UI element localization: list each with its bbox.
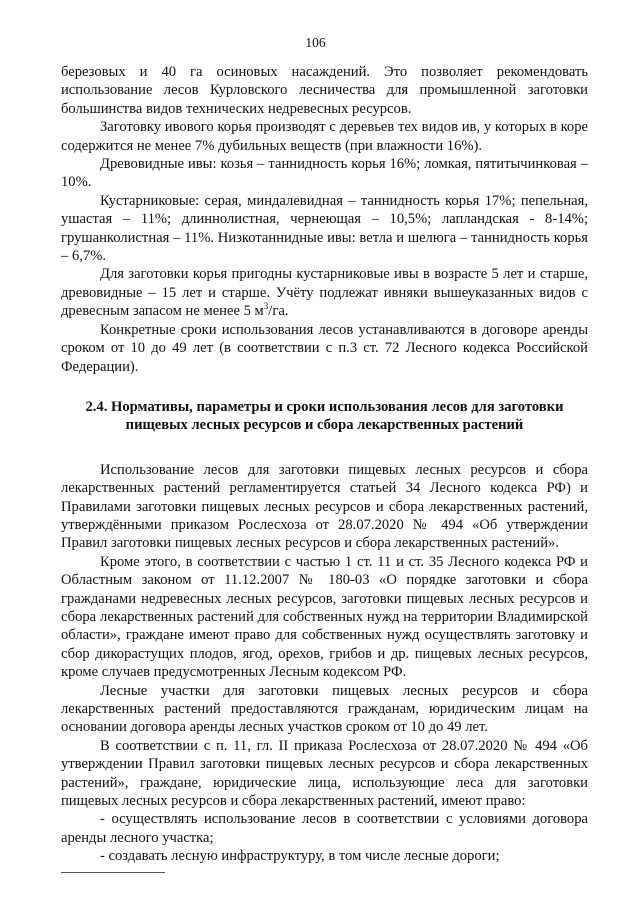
section-heading-line-1: 2.4. Нормативы, параметры и сроки использования лесов для заготовки xyxy=(85,398,564,415)
bark-text: Для заготовки корья пригодны кустарниковые ивы в возрасте 5 лет и старше, древовидные – 15 лет и старше. Учёту подлежат ивняки вышеуказанных видов с древесным запасом не менее 5 м xyxy=(61,266,588,320)
list-item-forest-use: - осуществлять использование лесов в соответствии с условиями договора аренды лесного участка; xyxy=(61,811,588,846)
paragraph-citizens-rights: Кроме этого, в соответствии с частью 1 ст. 11 и ст. 35 Лесного кодекса РФ и Областным законом от 11.12.2007 № 180-03 «О порядке заготовки и сбора гражданами недревесных лесных ресурсов, заготовки пищевых лесных ресурсов и сбора лекарственных растений для собственных нужд на территории Владимирской области», граждане имеют право для собственных нужд осуществлять заготовку и сбор дикорастущих плодов, ягод, орехов, грибов и др. пищевых лесных ресурсов, кроме случаев предусмотренных Лесным кодексом РФ. xyxy=(61,553,588,681)
paragraph-willow-bark: Заготовку ивового корья производят с деревьев тех видов ив, у которых в коре содержится не менее 7% дубильных веществ (при влажности 16%). xyxy=(61,119,588,154)
paragraph-land-plots: Лесные участки для заготовки пищевых лесных ресурсов и сбора лекарственных растений предоставляются гражданам, юридическим лицам на основании договора аренды лесных участков сроком от 10 до 49 лет. xyxy=(61,682,588,736)
paragraph-lease-terms: Конкретные сроки использования лесов устанавливаются в договоре аренды сроком от 10 до 49 лет (в соответствии с п.3 ст. 72 Лесного кодекса Российской Федерации). xyxy=(61,321,588,375)
page-number: 106 xyxy=(305,35,326,50)
list-item-infrastructure: - создавать лесную инфраструктуру, в том числе лесные дороги; xyxy=(100,848,500,865)
paragraph-continuation: березовых и 40 га осиновых насаждений. Это позволяет рекомендовать использование лесов Курловского лесничества для промышленной заготовки большинства видов технических недревесных ресурсов. xyxy=(61,64,588,117)
paragraph-shrub-willows: Кустарниковые: серая, миндалевидная – таннидность корья 17%; пепельная, ушастая – 11%; длиннолистная, чернеющая – 10,5%; лапландская - 8-14%; грушанколистная – 11%. Низкотаннидные ивы: ветла и шелюга – таннидность корья – 6,7%. xyxy=(61,192,588,265)
section-heading-line-2: пищевых лесных ресурсов и сбора лекарственных растений xyxy=(125,417,524,434)
cubic-superscript: 3 xyxy=(263,301,269,312)
paragraph-regulation: Использование лесов для заготовки пищевых лесных ресурсов и сбора лекарственных растений регламентируется статьей 34 Лесного кодекса РФ) и Правилами заготовки пищевых лесных ресурсов и сбора лекарственных растений, утверждёнными приказом Рослесхоза от 28.07.2020 № 494 «Об утверждении Правил заготовки пищевых лесных ресурсов и сбора лекарственных растений». xyxy=(61,461,588,552)
paragraph-tree-willows: Древовидные ивы: козья – таннидность корья 16%; ломкая, пятитычинковая – 10%. xyxy=(61,156,588,191)
paragraph-rights-intro: В соответствии с п. 11, гл. II приказа Рослесхоза от 28.07.2020 № 494 «Об утверждении Правил заготовки пищевых лесных ресурсов и сбора лекарственных растений», граждане, юридические лица, использующие леса для заготовки пищевых лесных ресурсов и сбора лекарственных растений, имеют право: xyxy=(61,737,588,810)
section-heading xyxy=(61,398,588,435)
footnote-divider xyxy=(61,872,165,873)
body-text xyxy=(61,63,588,866)
bark-tail: /га. xyxy=(268,303,289,320)
paragraph-bark-suitability xyxy=(61,265,588,320)
